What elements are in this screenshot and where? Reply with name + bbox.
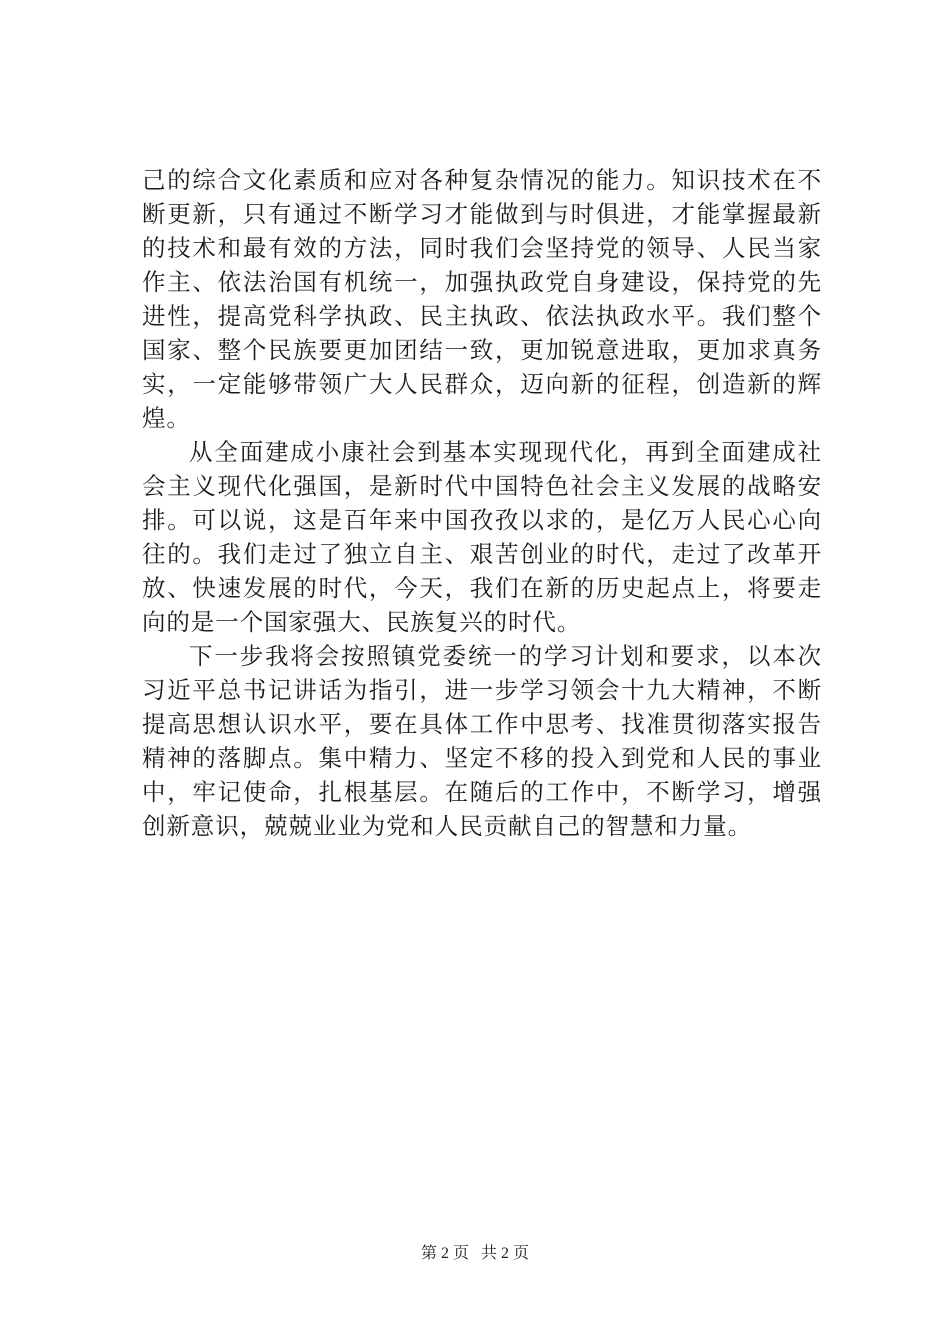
- page-footer: [0, 1243, 950, 1265]
- document-body: [142, 163, 822, 843]
- page-total: 共 2 页: [481, 1245, 530, 1262]
- paragraph-3: 下一步我将会按照镇党委统一的学习计划和要求，以本次习近平总书记讲话为指引，进一步学习领会十九大精神，不断提高思想认识水平，要在具体工作中思考、找准贯彻落实报告精神的落脚点。集中精力、坚定不移的投入到党和人民的事业中，牢记使命，扎根基层。在随后的工作中，不断学习，增强创新意识，兢兢业业为党和人民贡献自己的智慧和力量。: [142, 642, 822, 840]
- paragraph-2: 从全面建成小康社会到基本实现现代化，再到全面建成社会主义现代化强国，是新时代中国特色社会主义发展的战略安排。可以说，这是百年来中国孜孜以求的，是亿万人民心心向往的。我们走过了独立自主、艰苦创业的时代，走过了改革开放、快速发展的时代，今天，我们在新的历史起点上，将要走向的是一个国家强大、民族复兴的时代。: [142, 438, 822, 636]
- page-number: 第 2 页: [420, 1245, 469, 1262]
- paragraph-1: 己的综合文化素质和应对各种复杂情况的能力。知识技术在不断更新，只有通过不断学习才能做到与时俱进，才能掌握最新的技术和最有效的方法，同时我们会坚持党的领导、人民当家作主、依法治国有机统一，加强执政党自身建设，保持党的先进性，提高党科学执政、民主执政、依法执政水平。我们整个国家、整个民族要更加团结一致，更加锐意进取，更加求真务实，一定能够带领广大人民群众，迈向新的征程，创造新的辉煌。: [142, 166, 822, 432]
